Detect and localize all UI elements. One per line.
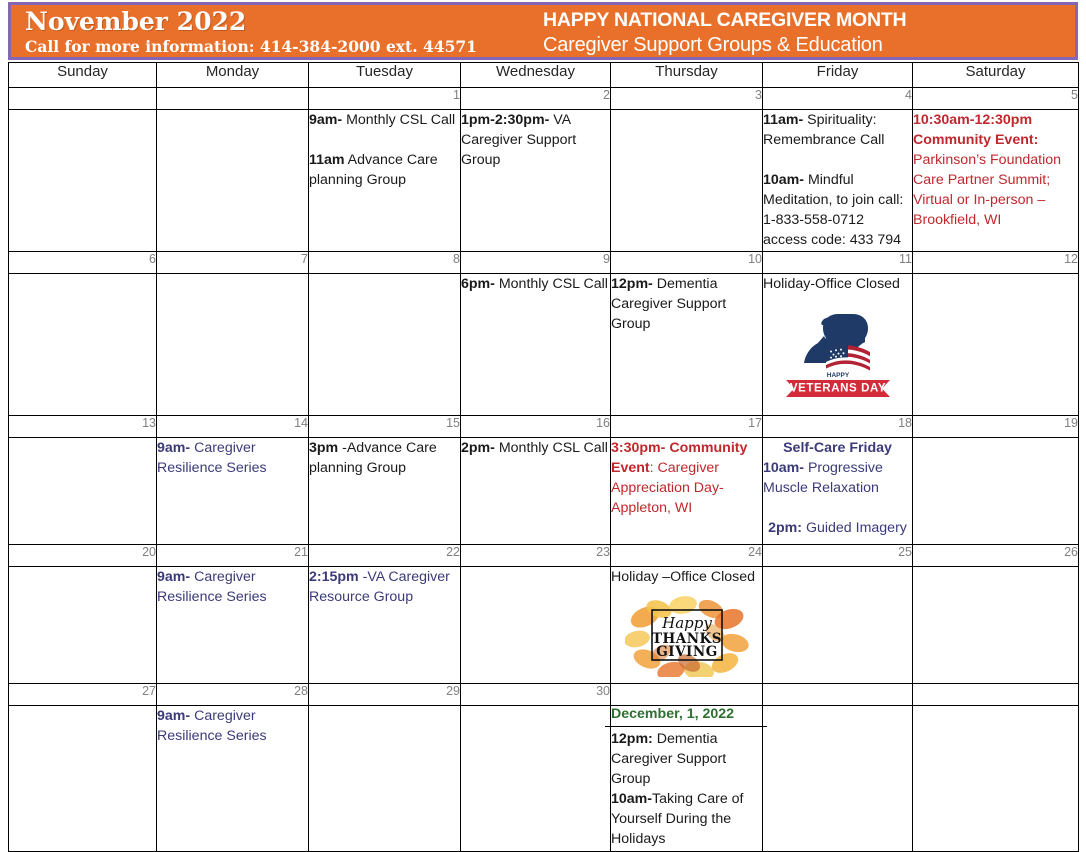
event-entry[interactable] [309,110,460,130]
event-spacer [763,150,912,170]
event-text: Holiday –Office Closed [611,569,756,585]
date-number-cell[interactable] [9,88,157,110]
date-number-cell[interactable]: 13 [9,416,157,438]
day-cell[interactable] [461,274,611,416]
date-number-cell[interactable]: 29 [309,684,461,706]
event-time: 11am- [763,112,804,128]
day-cell[interactable] [9,438,157,545]
date-number-cell[interactable]: 4 [763,88,913,110]
week-events-row [9,274,1079,416]
date-number-row [9,252,1079,274]
date-number-cell[interactable]: 2 [461,88,611,110]
event-time: 3:30pm- Community Event [611,440,748,476]
day-cell[interactable] [309,438,461,545]
event-entry[interactable] [309,567,460,607]
date-number-cell[interactable]: 24 [611,545,763,567]
event-text: VA Caregiver Support Group [461,112,577,168]
event-text: Dementia Caregiver Support Group [611,276,727,332]
event-text: Monthly CSL Call [494,440,608,456]
day-cell[interactable] [913,274,1079,416]
calendar-body [9,88,1079,852]
day-cell[interactable] [611,110,763,252]
date-number-cell[interactable]: 25 [763,545,913,567]
event-text: Caregiver Resilience Series [157,569,267,605]
date-number-cell[interactable]: 14 [157,416,309,438]
date-number-cell[interactable]: 20 [9,545,157,567]
event-text: Guided Imagery [802,520,907,536]
svg-text:Happy: Happy [661,614,712,632]
day-cell[interactable] [461,567,611,684]
month-title: November 2022 [25,7,247,36]
event-entry[interactable] [763,110,912,150]
event-entry[interactable] [309,150,460,190]
day-cell[interactable] [913,438,1079,545]
event-text: Mindful Meditation, to join call: 1-833-558-0712 access code: 433 794 [763,172,904,248]
date-number-row [9,88,1079,110]
day-cell[interactable] [157,274,309,416]
event-entry[interactable] [309,438,460,478]
event-spacer [763,498,912,518]
date-number-cell[interactable]: 28 [157,684,309,706]
event-entry[interactable] [611,438,762,518]
event-spacer [309,130,460,150]
campaign-headline: HAPPY NATIONAL CAREGIVER MONTH [543,9,907,31]
date-number-cell[interactable]: 6 [9,252,157,274]
svg-text:HAPPY: HAPPY [826,372,849,379]
day-cell[interactable] [763,110,913,252]
day-cell[interactable] [9,567,157,684]
event-text: Monthly CSL Call [494,276,608,292]
date-number-cell[interactable]: 7 [157,252,309,274]
event-entry[interactable] [461,110,610,170]
event-time: 2pm: [768,520,802,536]
event-text: Progressive Muscle Relaxation [763,460,883,496]
date-number-cell[interactable] [913,684,1079,706]
calendar-grid [8,62,1079,852]
event-entry[interactable] [763,518,912,538]
event-time: 3pm [309,440,339,456]
cell-title: Self-Care Friday [783,440,892,456]
date-number-cell[interactable]: 19 [913,416,1079,438]
week-events-row [9,706,1079,852]
event-time: 6pm- [461,276,495,292]
event-time: 1pm-2:30pm- [461,112,550,128]
date-number-cell[interactable]: 30 [461,684,611,706]
event-text: Taking Care of Yourself During the Holidays [611,791,744,847]
day-cell[interactable] [9,110,157,252]
svg-text:VETERANS DAY: VETERANS DAY [789,382,886,395]
day-cell[interactable] [9,706,157,852]
date-number-cell[interactable]: 11 [763,252,913,274]
day-cell[interactable] [9,274,157,416]
svg-text:THANKS: THANKS [651,631,722,647]
day-cell[interactable] [611,567,763,684]
header-right [543,5,1075,57]
week-events-row [9,110,1079,252]
event-time: 2:15pm [309,569,359,585]
day-header-wednesday: Wednesday [461,63,611,88]
date-number-cell[interactable]: 1 [309,88,461,110]
campaign-subhead: Caregiver Support Groups & Education [543,34,883,56]
event-entry[interactable] [461,438,610,458]
thanksgiving-graphic [625,593,749,677]
event-text: Parkinson’s Foundation Care Partner Summit; Virtual or In-person – Brookfield, WI [913,152,1062,228]
day-header-sunday: Sunday [9,63,157,88]
event-entry[interactable] [611,567,762,587]
day-cell[interactable] [157,438,309,545]
date-number-cell[interactable]: 8 [309,252,461,274]
day-header-saturday: Saturday [913,63,1079,88]
veterans-day-graphic [772,306,904,398]
date-number-cell[interactable]: 12 [913,252,1079,274]
event-time: 10am- [611,791,653,807]
event-time: 12pm- [611,276,653,292]
event-text: Advance Care planning Group [309,152,438,188]
day-header-tuesday: Tuesday [309,63,461,88]
event-entry[interactable] [611,729,762,789]
day-cell[interactable] [309,567,461,684]
day-cell[interactable] [763,274,913,416]
event-text: Caregiver Resilience Series [157,440,267,476]
date-number-cell[interactable]: 27 [9,684,157,706]
event-entry[interactable] [763,274,912,294]
date-number-row [9,545,1079,567]
day-cell[interactable] [611,274,763,416]
event-entry[interactable] [611,274,762,334]
event-time: 9am- [309,112,343,128]
day-cell[interactable] [461,706,611,852]
next-month-heading: December, 1, 2022 [605,702,767,727]
day-cell[interactable] [763,567,913,684]
date-number-cell[interactable]: 21 [157,545,309,567]
date-number-cell[interactable]: 23 [461,545,611,567]
date-number-cell[interactable]: 26 [913,545,1079,567]
event-text: Caregiver Resilience Series [157,708,267,744]
header-banner [8,2,1078,60]
day-header-monday: Monday [157,63,309,88]
day-header-thursday: Thursday [611,63,763,88]
event-time: 9am- [157,569,191,585]
day-cell[interactable] [913,706,1079,852]
day-cell[interactable] [913,110,1079,252]
day-cell[interactable] [461,438,611,545]
day-header-friday: Friday [763,63,913,88]
date-number-cell[interactable]: 9 [461,252,611,274]
day-cell[interactable] [157,110,309,252]
event-entry[interactable] [157,567,308,607]
day-cell[interactable] [461,110,611,252]
day-cell[interactable] [611,438,763,545]
date-number-cell[interactable]: 18 [763,416,913,438]
event-entry[interactable] [611,789,762,849]
day-cell[interactable] [309,110,461,252]
day-cell[interactable] [763,706,913,852]
event-text: -Advance Care planning Group [309,440,437,476]
date-number-cell[interactable]: 10 [611,252,763,274]
contact-phone-line: Call for more information: 414-384-2000 ext. 44571 [25,37,477,56]
day-header-row [9,63,1079,88]
date-number-cell[interactable] [763,684,913,706]
date-number-cell[interactable]: 3 [611,88,763,110]
day-cell[interactable] [913,567,1079,684]
date-number-cell[interactable]: 17 [611,416,763,438]
event-entry[interactable] [157,438,308,478]
event-entry[interactable] [461,274,610,294]
event-time: 9am- [157,708,191,724]
date-number-row [9,684,1079,706]
date-number-cell[interactable]: 5 [913,88,1079,110]
event-entry[interactable] [763,458,912,498]
date-number-cell[interactable]: 15 [309,416,461,438]
event-text: Monthly CSL Call [342,112,456,128]
day-cell[interactable] [157,706,309,852]
event-time: 10:30am-12:30pm Community Event: [913,112,1039,148]
event-text: -VA Caregiver Resource Group [309,569,450,605]
day-cell[interactable] [763,438,913,545]
event-time: 11am [309,152,345,168]
date-number-row [9,416,1079,438]
event-time: 10am- [763,460,805,476]
event-text: Dementia Caregiver Support Group [611,731,727,787]
event-text: Spirituality: Remembrance Call [763,112,885,148]
event-entry[interactable] [157,706,308,746]
event-entry[interactable] [913,110,1078,230]
week-events-row [9,438,1079,545]
svg-text:GIVING: GIVING [655,644,718,660]
week-events-row [9,567,1079,684]
day-cell[interactable] [309,706,461,852]
date-number-cell[interactable] [157,88,309,110]
date-number-cell[interactable]: 16 [461,416,611,438]
day-cell[interactable] [309,274,461,416]
day-cell[interactable] [611,706,763,852]
header-left [11,5,543,57]
event-entry[interactable] [763,170,912,250]
event-time: 9am- [157,440,191,456]
event-time: 12pm: [611,731,653,747]
event-text: Holiday-Office Closed [763,276,900,292]
event-time: 10am- [763,172,805,188]
day-cell[interactable] [157,567,309,684]
event-time: 2pm- [461,440,495,456]
event-text: : Caregiver Appreciation Day- Appleton, WI [611,460,724,516]
date-number-cell[interactable]: 22 [309,545,461,567]
